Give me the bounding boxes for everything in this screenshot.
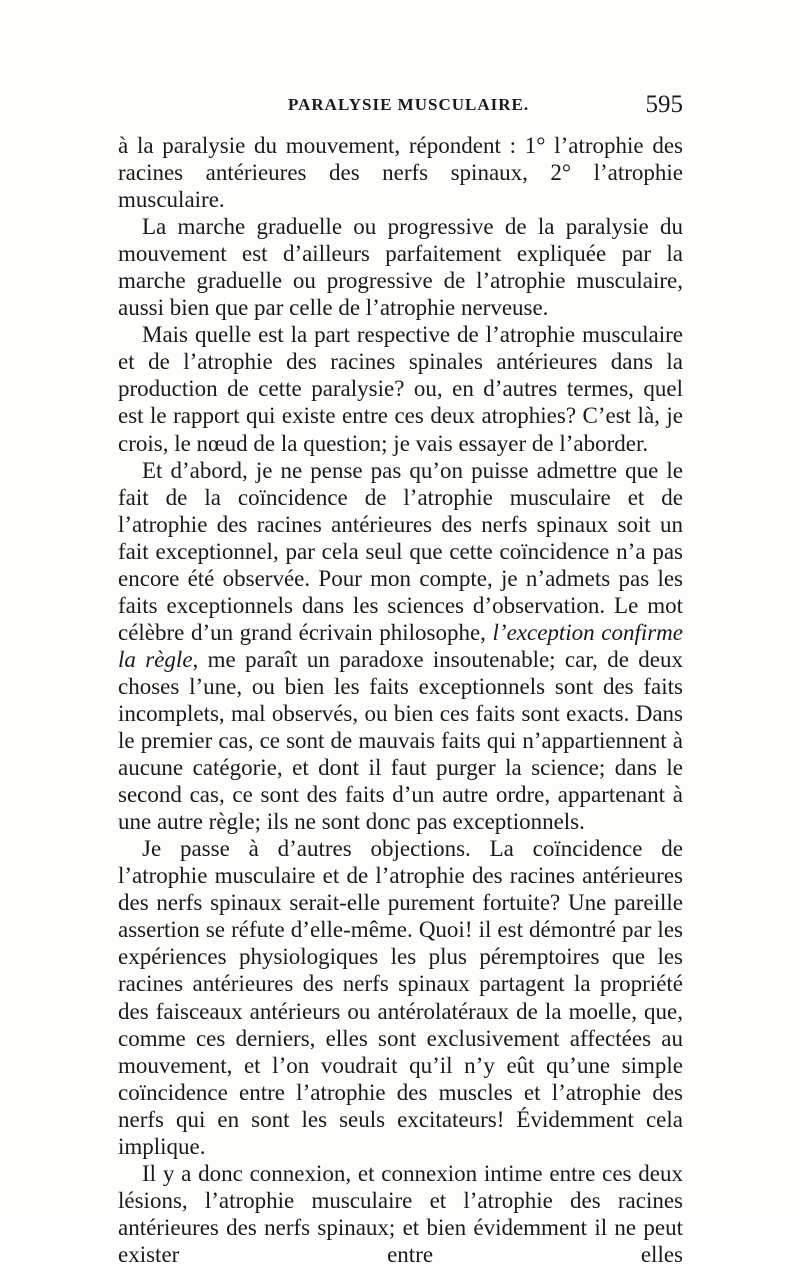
running-head — [118, 91, 683, 123]
paragraph-4 — [118, 457, 683, 836]
paragraph-2: La marche graduelle ou progressive de la paralysie du mouvement est d’ailleurs parfaitement expliquée par la marche graduelle ou progressive de l’atrophie musculaire, aussi bien que par celle de l’atrophie nerveuse. — [118, 214, 683, 321]
paragraph-4-text-after: me paraît un paradoxe insoutenable; car, de deux choses l’une, ou bien les faits exceptionnels sont des faits incomplets, mal observés, ou bien ces faits sont exacts. Dans le premier cas, ce sont de mauvais faits qui n’appartiennent à aucune catégorie, et dont il faut purger la science; dans le second cas, ce sont des faits d’un autre ordre, appartenant à une autre règle; ils ne sont donc pas exceptionnels. — [118, 646, 684, 835]
paragraph-1: à la paralysie du mouvement, répondent : 1° l’atrophie des racines antérieures des nerfs spinaux, 2° l’atrophie musculaire. — [118, 133, 683, 213]
page-number: 595 — [645, 91, 683, 118]
paragraph-3: Mais quelle est la part respective de l’atrophie musculaire et de l’atrophie des racines spinales antérieures dans la production de cette paralysie? ou, en d’autres termes, quel est le rapport qui existe entre ces deux atrophies? C’est là, je crois, le nœud de la question; je vais essayer de l’aborder. — [118, 322, 683, 456]
paragraph-4-text-before: Et d’abord, je ne pense pas qu’on puisse admettre que le fait de la coïncidence de l’atrophie musculaire et de l’atrophie des racines antérieures des nerfs spinaux soit un fait exceptionnel, par cela seul que cette coïncidence n’a pas encore été observée. Pour mon compte, je n’admets pas les faits exceptionnels dans les sciences d’observation. Le mot célèbre d’un grand écrivain philosophe, — [118, 457, 683, 645]
body-text — [118, 132, 683, 1268]
italic-quotation: l’exception confirme la règle, — [118, 619, 684, 672]
running-title: PARALYSIE MUSCULAIRE. — [288, 95, 530, 114]
paragraph-5: Je passe à d’autres objections. La coïncidence de l’atrophie musculaire et de l’atrophie des racines antérieures des nerfs spinaux serait-elle purement fortuite? Une pareille assertion se réfute d’elle-même. Quoi! il est démontré par les expériences physiologiques les plus péremptoires que les racines antérieures des nerfs spinaux partagent la propriété des faisceaux antérieurs ou antérolatéraux de la moelle, que, comme ces derniers, elles sont exclusivement affectées au mouvement, et l’on voudrait qu’il n’y eût qu’une simple coïncidence entre l’atrophie des muscles et l’atrophie des nerfs qui en sont les seuls excitateurs! Évidemment cela implique. — [118, 836, 683, 1159]
paragraph-6: Il y a donc connexion, et connexion intime entre ces deux lésions, l’atrophie musculaire et l’atrophie des racines antérieures des nerfs spinaux; et bien évidemment il ne peut exister entre elles — [118, 1160, 683, 1267]
